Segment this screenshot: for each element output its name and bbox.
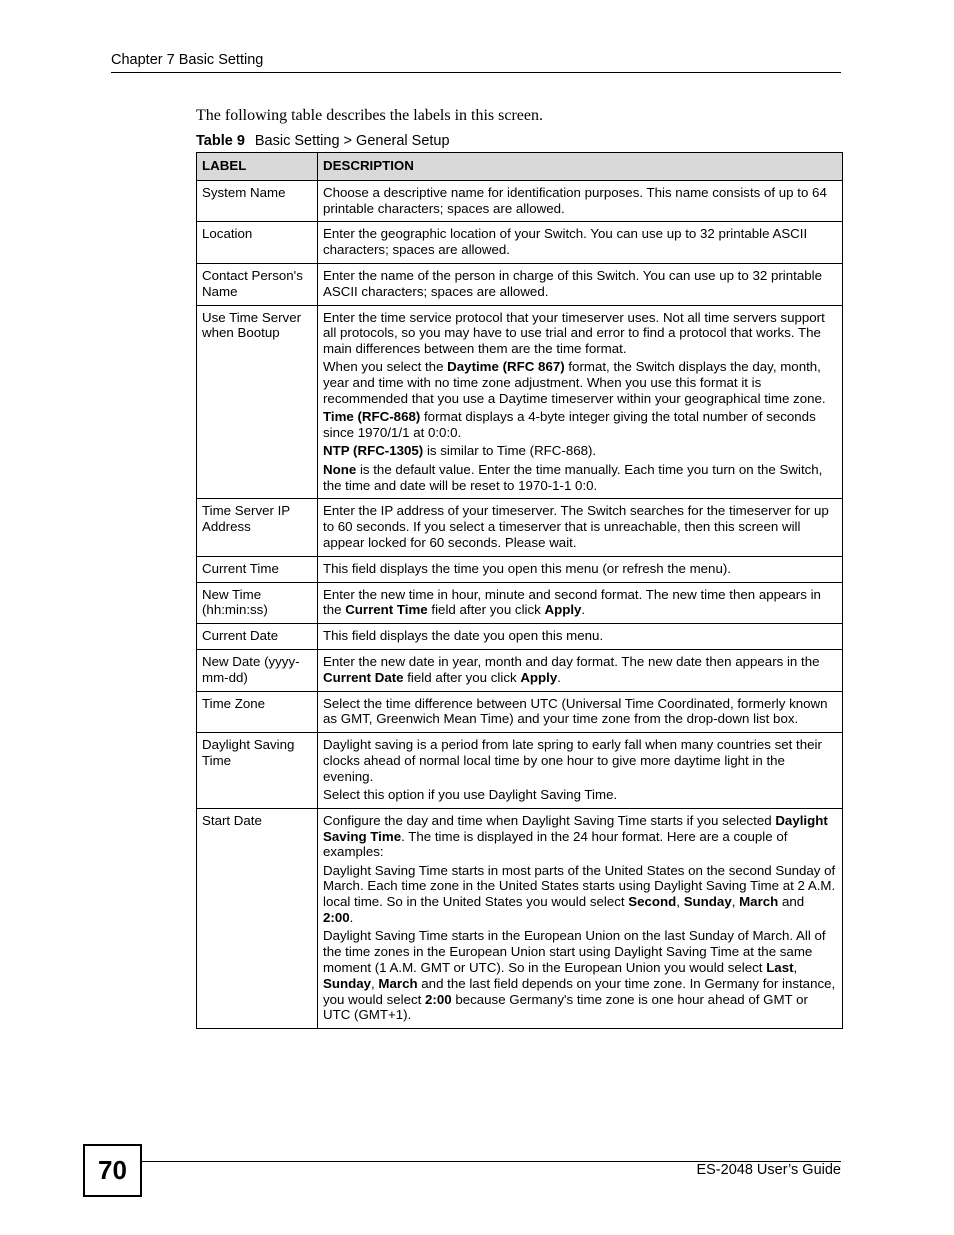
description-text: Enter the name of the person in charge of this Switch. You can use up to 32 printable ASCII characters; spaces are allowed. [323, 267, 822, 299]
description-paragraph [323, 185, 837, 217]
description-paragraph [323, 359, 837, 406]
description-text: . The time is displayed in the 24 hour format. Here are a couple of examples: [323, 828, 788, 860]
bold-term: Sunday [683, 894, 732, 910]
row-description [318, 263, 843, 305]
description-text: . [349, 910, 354, 926]
description-text: This field displays the date you open this menu. [323, 628, 604, 644]
bold-term: Sunday [323, 975, 372, 991]
bold-term: Current Time [345, 602, 428, 618]
description-text: Select this option if you use Daylight Saving Time. [323, 787, 618, 802]
description-text: , [676, 894, 684, 910]
bold-term: Last [766, 959, 794, 975]
description-paragraph [323, 787, 837, 803]
row-label: Location [197, 222, 318, 264]
table-header-row [197, 153, 843, 181]
description-paragraph [323, 654, 837, 686]
description-text: Enter the time service protocol that your timeserver uses. Not all time servers support all protocols, so you may have to use trial and error to find a protocol that works. The main differences between them are the time format. [323, 309, 825, 357]
label-column-header: LABEL [197, 153, 318, 181]
description-text: field after you click [427, 602, 545, 618]
bold-term: March [739, 894, 779, 910]
row-description [318, 649, 843, 691]
description-paragraph [323, 268, 837, 300]
bold-term: 2:00 [323, 910, 350, 926]
description-paragraph [323, 628, 837, 644]
description-paragraph [323, 443, 837, 459]
table-row [197, 263, 843, 305]
description-paragraph [323, 587, 837, 619]
row-description [318, 733, 843, 809]
table-row [197, 624, 843, 650]
table-body [197, 180, 843, 1028]
table-caption [196, 133, 450, 149]
description-paragraph [323, 226, 837, 258]
row-description [318, 691, 843, 733]
description-text: because Germany's time zone is one hour ahead of GMT or UTC (GMT+1). [323, 991, 808, 1023]
description-text: and the last field depends on your time zone. In Germany for instance, you would select [323, 975, 836, 1007]
description-paragraph [323, 462, 837, 494]
bold-term: Current Date [323, 669, 404, 685]
description-text: Enter the geographic location of your Switch. You can use up to 32 printable ASCII characters; spaces are allowed. [323, 226, 808, 258]
bold-term: March [378, 975, 418, 991]
bold-term: 2:00 [425, 991, 452, 1007]
description-paragraph [323, 813, 837, 860]
bold-term: Time (RFC-868) [323, 409, 421, 425]
description-text: field after you click [403, 669, 521, 685]
bold-term: Daylight Saving Time [323, 812, 828, 844]
table-row [197, 582, 843, 624]
bold-term: NTP (RFC-1305) [323, 443, 424, 459]
description-text: , [731, 894, 740, 910]
description-paragraph [323, 696, 837, 728]
description-paragraph [323, 310, 837, 357]
row-description [318, 180, 843, 222]
description-text: Configure the day and time when Daylight Saving Time starts if you selected [323, 812, 776, 828]
description-text: Daylight Saving Time starts in the European Union on the last Sunday of March. All of the time zones in the European Union start using Daylight Saving Time at the same moment (1 A.M. GMT or UTC). So in the European Union you would select [323, 928, 826, 975]
description-text: format displays a 4-byte integer giving the total number of seconds since 1970/1/1 at 0:0:0. [323, 409, 816, 441]
row-label: Time Server IP Address [197, 499, 318, 556]
chapter-title: Chapter 7 Basic Setting [111, 52, 264, 68]
description-paragraph [323, 561, 837, 577]
table-row [197, 649, 843, 691]
description-text: Choose a descriptive name for identification purposes. This name consists of up to 64 printable characters; spaces are allowed. [323, 184, 827, 216]
row-label: Daylight Saving Time [197, 733, 318, 809]
row-description [318, 556, 843, 582]
table-row [197, 733, 843, 809]
table-row [197, 556, 843, 582]
description-text: , [793, 959, 798, 975]
row-description [318, 582, 843, 624]
description-text: is similar to Time (RFC-868). [423, 443, 597, 459]
description-paragraph [323, 863, 837, 926]
description-text: . [557, 669, 561, 685]
row-description [318, 222, 843, 264]
description-text: This field displays the time you open this menu (or refresh the menu). [323, 560, 731, 576]
description-paragraph [323, 503, 837, 550]
description-text: is the default value. Enter the time manually. Each time you turn on the Switch, the time and date will be reset to 1970-1-1 0:0. [323, 461, 823, 493]
page-header [111, 52, 841, 73]
table-row [197, 305, 843, 499]
intro-text: The following table describes the labels in this screen. [196, 107, 544, 124]
description-paragraph [323, 737, 837, 784]
bold-term: Second [628, 894, 677, 910]
table-title: Basic Setting > General Setup [254, 133, 450, 149]
row-label: System Name [197, 180, 318, 222]
description-text: Select the time difference between UTC (Universal Time Coordinated, formerly known as GMT, Greenwich Mean Time) and your time zone from the drop-down list box. [323, 695, 828, 727]
table-row [197, 180, 843, 222]
bold-term: Daytime (RFC 867) [447, 359, 565, 375]
table-row [197, 808, 843, 1028]
description-text: Enter the new date in year, month and day format. The new date then appears in the [323, 653, 820, 669]
description-text: , [371, 975, 379, 991]
table-row [197, 691, 843, 733]
description-text: Daylight Saving Time starts in most parts of the United States on the second Sunday of March. Each time zone in the United States starts using Daylight Saving Time at 2 A.M. local time. So in the United States you would select [323, 862, 836, 910]
page-number: 70 [83, 1144, 142, 1197]
table-number: Table 9 [196, 133, 245, 149]
row-label: Contact Person's Name [197, 263, 318, 305]
row-label: Time Zone [197, 691, 318, 733]
row-label: Use Time Server when Bootup [197, 305, 318, 499]
description-paragraph [323, 409, 837, 441]
description-text: When you select the [323, 359, 448, 375]
row-label: New Time (hh:min:ss) [197, 582, 318, 624]
bold-term: Apply [544, 602, 582, 618]
description-text: Enter the IP address of your timeserver. The Switch searches for the timeserver for up to 60 seconds. If you select a timeserver that is unreachable, then this screen will appear locked for 60 seconds. Please wait. [323, 503, 829, 550]
table-row [197, 499, 843, 556]
row-description [318, 499, 843, 556]
bold-term: Apply [520, 669, 558, 685]
row-label: Start Date [197, 808, 318, 1028]
guide-title: ES-2048 User’s Guide [696, 1162, 841, 1178]
description-text: format, the Switch displays the day, month, year and time with no time zone adjustment. When you use this format it is recommended that you use a Daytime timeserver within your geographical time zone. [323, 359, 826, 407]
description-text: . [581, 602, 586, 618]
description-text: Daylight saving is a period from late spring to early fall when many countries set their clocks ahead of normal local time by one hour to give more daytime light in the evening. [323, 737, 822, 784]
settings-table [196, 152, 843, 1029]
description-text: Enter the new time in hour, minute and second format. The new time then appears in the [323, 586, 821, 618]
table-row [197, 222, 843, 264]
row-description [318, 305, 843, 499]
row-label: Current Date [197, 624, 318, 650]
bold-term: None [323, 461, 357, 477]
row-label: Current Time [197, 556, 318, 582]
row-label: New Date (yyyy-mm-dd) [197, 649, 318, 691]
description-text: and [778, 894, 805, 910]
row-description [318, 808, 843, 1028]
description-paragraph [323, 928, 837, 1023]
description-column-header: DESCRIPTION [318, 153, 843, 181]
row-description [318, 624, 843, 650]
